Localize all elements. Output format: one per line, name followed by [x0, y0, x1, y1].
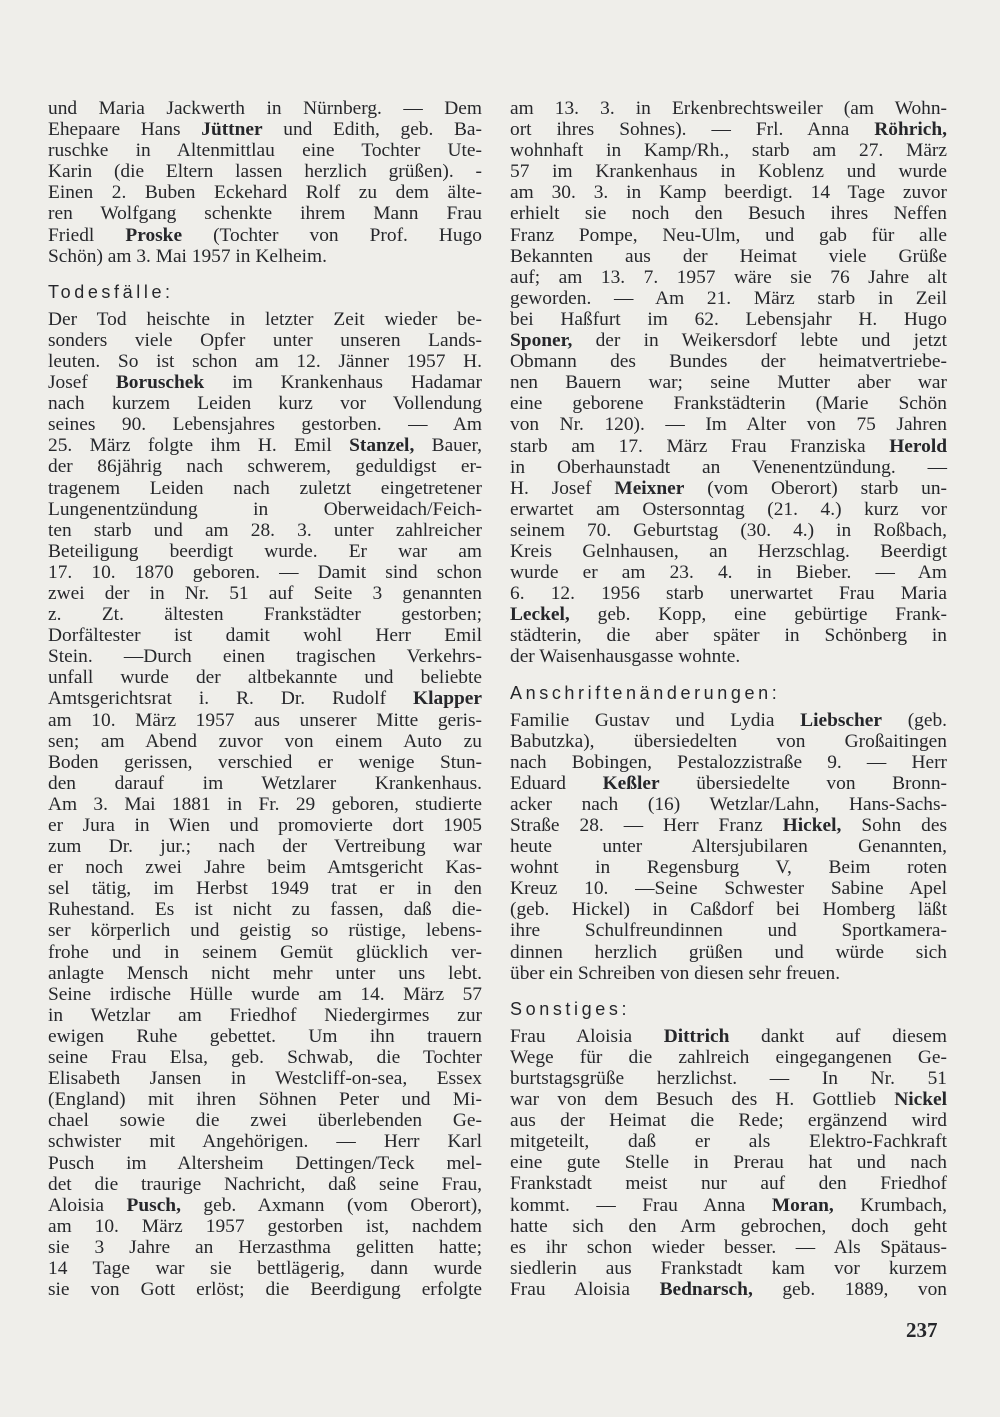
- bold-name: Moran,: [771, 1194, 834, 1216]
- text-run: z. Zt. ältesten Frankstädter gestorben;: [48, 604, 482, 626]
- text-run: kommt. — Frau Anna: [510, 1194, 772, 1216]
- left-text-line: [48, 203, 482, 224]
- bold-name: Boruschek: [115, 372, 205, 394]
- text-run: Beteiligung beerdigt wurde. Er war am: [48, 540, 482, 562]
- bold-name: Hickel,: [782, 815, 842, 836]
- right-text-line: [510, 309, 947, 330]
- left-text-line: [48, 309, 482, 330]
- left-text-line: [48, 773, 482, 794]
- text-run: seine Frau Elsa, geb. Schwab, die Tochter: [48, 1047, 482, 1069]
- left-text-line: [48, 140, 482, 161]
- right-text-line: [510, 161, 947, 182]
- text-run: der Waisenhausgasse wohnte.: [510, 646, 741, 668]
- text-run: Frau Aloisia: [510, 1278, 660, 1300]
- text-run: geb. Kopp, eine gebürtige Frank-: [569, 604, 947, 626]
- text-run: Bekannten aus der Heimat viele Grüße: [510, 245, 947, 267]
- text-run: sie von Gott erlöst; die Beerdigung erfolgte: [48, 1279, 482, 1301]
- left-text-line: [48, 646, 482, 667]
- text-run: auf; am 13. 7. 1957 wäre sie 76 Jahre alt: [510, 266, 947, 288]
- left-text-line: [48, 478, 482, 499]
- text-run: tragenem Leiden nach zuletzt eingetretener: [48, 477, 482, 499]
- right-text-line: [510, 963, 947, 984]
- text-run: geworden. — Am 21. März starb in Zeil: [510, 287, 947, 309]
- text-run: übersiedelte von Bronn-: [659, 772, 948, 794]
- text-run: in Oberhaunstadt an Venenentzündung. —: [510, 456, 947, 478]
- text-run: acker nach (16) Wetzlar/Lahn, Hans-Sachs-: [510, 793, 947, 815]
- text-run: Obmann des Bundes der heimatvertriebe-: [510, 351, 947, 373]
- left-text-line: [48, 1026, 482, 1047]
- right-text-line: [510, 625, 947, 646]
- right-text-line: [510, 878, 947, 899]
- text-run: von Nr. 120). — Im Alter von 75 Jahren: [510, 414, 947, 436]
- right-text-line: [510, 267, 947, 288]
- text-run: frohe und in seinem Gemüt glücklich ver-: [48, 941, 482, 963]
- left-text-line: [48, 1237, 482, 1258]
- text-run: aus der Heimat die Rede; ergänzend wird: [510, 1110, 947, 1132]
- text-run: städterin, die aber später in Schönberg in: [510, 625, 947, 647]
- left-text-line: [48, 372, 482, 393]
- text-run: Franz Pompe, Neu-Ulm, und gab für alle: [510, 224, 947, 246]
- left-text-line: [48, 1005, 482, 1026]
- right-text-line: [510, 583, 947, 604]
- text-run: am 30. 3. in Kamp beerdigt. 14 Tage zuvor: [510, 182, 947, 204]
- right-text-line: [510, 203, 947, 224]
- right-text-line: [510, 1026, 947, 1047]
- text-run: unfall wurde der altbekannte und beliebte: [48, 667, 482, 689]
- right-text-line: [510, 815, 947, 836]
- right-text-line: [510, 773, 947, 794]
- text-run: 6. 12. 1956 starb unerwartet Frau Maria: [510, 583, 947, 605]
- text-run: ewigen Ruhe gebettet. Um ihn trauern: [48, 1025, 482, 1047]
- right-text-line: [510, 646, 947, 667]
- text-run: nach kurzem Leiden kurz vor Vollendung: [48, 393, 482, 415]
- bold-name: Jüttner: [201, 119, 263, 141]
- text-run: dinnen herzlich grüßen und würde sich: [510, 941, 947, 963]
- bold-name: Nickel: [894, 1089, 947, 1111]
- text-run: der 86jährig nach schwerem, geduldigst er-: [48, 456, 482, 478]
- left-text-line: [48, 878, 482, 899]
- text-run: und Maria Jackwerth in Nürnberg. — Dem: [48, 98, 482, 119]
- text-run: ruschke in Altenmittlau eine Tochter Ute-: [48, 140, 482, 162]
- left-text-line: [48, 1047, 482, 1068]
- right-text-line: [510, 478, 947, 499]
- text-run: über ein Schreiben von diesen sehr freuen.: [510, 962, 841, 984]
- text-run: im Krankenhaus Hadamar: [204, 372, 482, 394]
- text-run: Frau Aloisia: [510, 1025, 664, 1047]
- left-text-line: [48, 1089, 482, 1110]
- text-run: siedlerin aus Frankstadt kam vor kurzem: [510, 1257, 947, 1279]
- text-run: war von dem Besuch des H. Gottlieb: [510, 1089, 895, 1111]
- text-run: Am 3. Mai 1881 in Fr. 29 geboren, studierte: [48, 793, 482, 815]
- text-run: nach Bobingen, Pestalozzistraße 9. — Herr: [510, 751, 947, 773]
- text-run: Ruhestand. Es ist nicht zu fassen, daß die-: [48, 899, 482, 921]
- text-run: mitgeteilt, daß er als Elektro-Fachkraft: [510, 1131, 947, 1153]
- right-text-line: [510, 1237, 947, 1258]
- right-text-line: [510, 1258, 947, 1279]
- right-text-line: [510, 225, 947, 246]
- text-run: heute unter Altersjubilaren Genannten,: [510, 836, 947, 858]
- right-text-line: [510, 942, 947, 963]
- right-text-line: [510, 1279, 947, 1300]
- right-text-line: [510, 98, 947, 119]
- text-run: burtstagsgrüße herzlichst. — In Nr. 51: [510, 1067, 947, 1089]
- left-text-line: [48, 1153, 482, 1174]
- bold-name: Herold: [889, 435, 947, 457]
- page-number: 237: [906, 1318, 938, 1342]
- left-text-line: [48, 899, 482, 920]
- left-text-line: [48, 984, 482, 1005]
- text-run: hatte sich den Arm gebrochen, doch geht: [510, 1215, 947, 1237]
- bold-name: Leckel,: [510, 604, 570, 626]
- text-run: zum Dr. jur.; nach der Vertreibung war: [48, 836, 482, 858]
- right-text-line: [510, 752, 947, 773]
- right-text-line: [510, 604, 947, 625]
- right-text-line: [510, 140, 947, 161]
- left-text-line: [48, 710, 482, 731]
- left-text-line: [48, 667, 482, 688]
- text-run: Straße 28. — Herr Franz: [510, 815, 783, 836]
- text-run: am 13. 3. in Erkenbrechtsweiler (am Wohn-: [510, 98, 947, 119]
- text-run: wohnt in Regensburg V, Beim roten: [510, 857, 947, 879]
- right-text-line: [510, 836, 947, 857]
- left-text-line: [48, 456, 482, 477]
- text-run: Kreuz 10. —Seine Schwester Sabine Apel: [510, 878, 947, 900]
- text-run: Wege für die zahlreich eingegangenen Ge-: [510, 1046, 947, 1068]
- text-run: Kreis Gelnhausen, an Herzschlag. Beerdigt: [510, 540, 947, 562]
- left-text-line: [48, 1068, 482, 1089]
- left-text-line: [48, 1216, 482, 1237]
- text-run: Eduard: [510, 772, 603, 794]
- left-text-line: [48, 562, 482, 583]
- left-text-line: [48, 246, 482, 267]
- text-run: ihre Schulfreundinnen und Sportkamera-: [510, 920, 947, 942]
- text-run: in Wetzlar am Friedhof Niedergirmes zur: [48, 1004, 482, 1026]
- text-run: er noch zwei Jahre beim Amtsgericht Kas-: [48, 857, 482, 879]
- left-text-line: [48, 1258, 482, 1279]
- left-text-line: [48, 963, 482, 984]
- text-run: Aloisia: [48, 1194, 127, 1216]
- left-text-line: [48, 794, 482, 815]
- text-run: Sohn des: [841, 815, 948, 836]
- left-text-line: [48, 520, 482, 541]
- text-run: Familie Gustav und Lydia: [510, 709, 801, 731]
- bold-name: Röhrich,: [874, 119, 947, 141]
- left-text-line: [48, 351, 482, 372]
- text-run: am 10. März 1957 gestorben ist, nachdem: [48, 1215, 482, 1237]
- left-text-line: [48, 1279, 482, 1300]
- left-column: [48, 98, 482, 1300]
- section-heading: Sonstiges:: [510, 998, 631, 1019]
- left-text-line: [48, 1110, 482, 1131]
- left-text-line: [48, 499, 482, 520]
- section-heading: Todesfälle:: [48, 281, 174, 302]
- right-text-line: [510, 1068, 947, 1089]
- text-run: sen; am Abend zuvor von einem Auto zu: [48, 730, 482, 752]
- text-run: 57 im Krankenhaus in Koblenz und wurde: [510, 161, 947, 183]
- text-run: sie 3 Jahre an Herzasthma gelitten hatte;: [48, 1236, 482, 1258]
- left-text-line: [48, 731, 482, 752]
- text-run: Babutzka), übersiedelten von Großaitingen: [510, 730, 947, 752]
- text-run: geb. Axmann (vom Oberort),: [180, 1194, 482, 1216]
- right-text-line: [510, 710, 947, 731]
- text-run: eine geborene Frankstädterin (Marie Schön: [510, 393, 947, 415]
- right-text-line: [510, 119, 947, 140]
- text-run: (England) mit ihren Söhnen Peter und Mi-: [48, 1089, 482, 1111]
- left-text-line: [48, 688, 482, 709]
- left-text-line: [48, 119, 482, 140]
- text-run: starb am 17. März Frau Franziska: [510, 435, 890, 457]
- right-text-line: [510, 1131, 947, 1152]
- right-text-line: [510, 562, 947, 583]
- left-text-line: [48, 435, 482, 456]
- text-run: ren Wolfgang schenkte ihrem Mann Frau: [48, 203, 482, 225]
- left-text-line: [48, 815, 482, 836]
- left-text-line: [48, 625, 482, 646]
- bold-name: Klapper: [413, 688, 482, 710]
- left-text-line: [48, 182, 482, 203]
- text-run: ten starb und am 28. 3. unter zahlreicher: [48, 519, 482, 541]
- text-run: Stein. —Durch einen tragischen Verkehrs-: [48, 646, 482, 668]
- text-run: zwei der in Nr. 51 auf Seite 3 genannten: [48, 582, 482, 604]
- right-text-line: [510, 1110, 947, 1131]
- right-text-line: [510, 1152, 947, 1173]
- left-text-line: [48, 1174, 482, 1195]
- right-text-line: [510, 414, 947, 435]
- right-column: [510, 98, 947, 1300]
- right-text-line: [510, 1047, 947, 1068]
- left-text-line: [48, 225, 482, 246]
- left-text-line: [48, 541, 482, 562]
- text-run: Elisabeth Jansen in Westcliff-on-sea, Essex: [48, 1068, 482, 1090]
- right-text-line: [510, 857, 947, 878]
- right-text-line: [510, 1173, 947, 1194]
- text-run: Boden gerissen, verschied er wenige Stun-: [48, 751, 482, 773]
- text-run: seinem 70. Geburtstag (30. 4.) in Roßbach,: [510, 519, 947, 541]
- text-run: erwartet am Ostersonntag (21. 4.) kurz vor: [510, 498, 947, 520]
- right-text-line: [510, 1216, 947, 1237]
- right-text-line: [510, 499, 947, 520]
- bold-name: Proske: [125, 224, 183, 246]
- text-run: eine gute Stelle in Prerau hat und nach: [510, 1152, 947, 1174]
- text-run: 14 Tage war sie bettlägerig, dann wurde: [48, 1257, 482, 1279]
- bold-name: Keßler: [602, 772, 660, 794]
- text-run: H. Josef: [510, 477, 615, 499]
- left-text-line: [48, 161, 482, 182]
- text-run: erhielt sie noch den Besuch ihres Neffen: [510, 203, 947, 225]
- section-heading: Anschriftenänderungen:: [510, 682, 781, 703]
- text-run: Karin (die Eltern lassen herzlich grüßen). -: [48, 161, 482, 183]
- right-text-line: [510, 393, 947, 414]
- bold-name: Stanzel,: [349, 435, 415, 457]
- text-run: Friedl: [48, 224, 126, 246]
- right-text-line: [510, 794, 947, 815]
- text-run: Krumbach,: [833, 1194, 947, 1216]
- text-run: Bauer,: [414, 435, 483, 457]
- text-run: sel tätig, im Herbst 1949 trat er in den: [48, 878, 482, 900]
- right-text-line: [510, 1089, 947, 1110]
- left-text-line: [48, 857, 482, 878]
- left-text-line: [48, 604, 482, 625]
- text-run: den darauf im Wetzlarer Krankenhaus.: [48, 772, 482, 794]
- right-text-line: [510, 520, 947, 541]
- right-text-line: [510, 288, 947, 309]
- text-run: Schön) am 3. Mai 1957 in Kelheim.: [48, 245, 327, 267]
- right-text-line: [510, 920, 947, 941]
- left-text-line: [48, 752, 482, 773]
- left-text-line: [48, 98, 482, 119]
- left-text-line: [48, 583, 482, 604]
- right-text-line: [510, 246, 947, 267]
- left-text-line: [48, 330, 482, 351]
- text-run: am 10. März 1957 aus unserer Mitte geris-: [48, 709, 482, 731]
- bold-name: Meixner: [614, 477, 685, 499]
- text-run: det die traurige Nachricht, daß seine Frau,: [48, 1173, 482, 1195]
- text-run: Amtsgerichtsrat i. R. Dr. Rudolf: [48, 688, 414, 710]
- right-text-line: [510, 330, 947, 351]
- text-run: nen Bauern war; seine Mutter aber war: [510, 372, 947, 394]
- text-run: sonders viele Opfer unter unseren Lands-: [48, 329, 482, 351]
- text-run: Seine irdische Hülle wurde am 14. März 57: [48, 983, 482, 1005]
- left-text-line: [48, 942, 482, 963]
- text-run: (vom Oberort) starb un-: [684, 477, 947, 499]
- bold-name: Liebscher: [800, 709, 883, 731]
- text-run: und Edith, geb. Ba-: [262, 119, 482, 141]
- text-run: es ihr schon wieder besser. — Als Spätaus-: [510, 1236, 947, 1258]
- right-text-line: [510, 436, 947, 457]
- left-text-line: [48, 1195, 482, 1216]
- text-run: schwister mit Angehörigen. — Herr Karl: [48, 1131, 482, 1153]
- text-run: Lungenentzündung in Oberweidach/Feich-: [48, 498, 482, 520]
- text-run: Einen 2. Buben Eckehard Rolf zu dem älte-: [48, 182, 482, 204]
- right-text-line: [510, 1195, 947, 1216]
- bold-name: Sponer,: [510, 330, 573, 352]
- right-text-line: [510, 541, 947, 562]
- right-text-line: [510, 457, 947, 478]
- text-run: (geb.: [882, 709, 947, 731]
- text-run: 25. März folgte ihm H. Emil: [48, 435, 350, 457]
- text-run: der in Weikersdorf lebte und jetzt: [572, 330, 947, 352]
- text-run: Ehepaare Hans: [48, 119, 202, 141]
- text-run: bei Haßfurt im 62. Lebensjahr H. Hugo: [510, 308, 947, 330]
- right-text-line: [510, 899, 947, 920]
- text-run: geb. 1889, von: [752, 1278, 947, 1300]
- text-run: ser körperlich und geistig so rüstige, lebens-: [48, 920, 482, 942]
- text-run: anlagte Mensch nicht mehr unter uns lebt.: [48, 962, 482, 984]
- text-run: Pusch im Altersheim Dettingen/Teck mel-: [48, 1152, 482, 1174]
- bold-name: Dittrich: [663, 1025, 730, 1047]
- text-run: chael sowie die zwei überlebenden Ge-: [48, 1110, 482, 1132]
- text-run: wurde er am 23. 4. in Bieber. — Am: [510, 562, 947, 584]
- right-text-line: [510, 182, 947, 203]
- left-text-line: [48, 414, 482, 435]
- left-text-line: [48, 920, 482, 941]
- text-run: 17. 10. 1870 geboren. — Damit sind schon: [48, 561, 482, 583]
- text-run: Josef: [48, 372, 116, 394]
- text-run: ort ihres Sohnes). — Frl. Anna: [510, 119, 875, 141]
- left-text-line: [48, 836, 482, 857]
- text-run: (geb. Hickel) in Caßdorf bei Homberg läßt: [510, 899, 947, 921]
- bold-name: Bednarsch,: [659, 1278, 753, 1300]
- text-run: Dorfältester ist damit wohl Herr Emil: [48, 625, 482, 647]
- text-run: Der Tod heischte in letzter Zeit wieder be-: [48, 308, 482, 330]
- left-text-line: [48, 393, 482, 414]
- text-run: er Jura in Wien und promovierte dort 1905: [48, 815, 482, 836]
- text-run: seines 90. Lebensjahres gestorben. — Am: [48, 414, 482, 436]
- text-run: (Tochter von Prof. Hugo: [182, 224, 482, 246]
- right-text-line: [510, 731, 947, 752]
- bold-name: Pusch,: [126, 1194, 181, 1216]
- text-run: dankt auf diesem: [729, 1025, 947, 1047]
- left-text-line: [48, 1131, 482, 1152]
- text-run: leuten. So ist schon am 12. Jänner 1957 H.: [48, 350, 482, 372]
- text-run: wohnhaft in Kamp/Rh., starb am 27. März: [510, 140, 947, 162]
- text-run: Frankstadt meist nur auf den Friedhof: [510, 1173, 947, 1195]
- right-text-line: [510, 351, 947, 372]
- right-text-line: [510, 372, 947, 393]
